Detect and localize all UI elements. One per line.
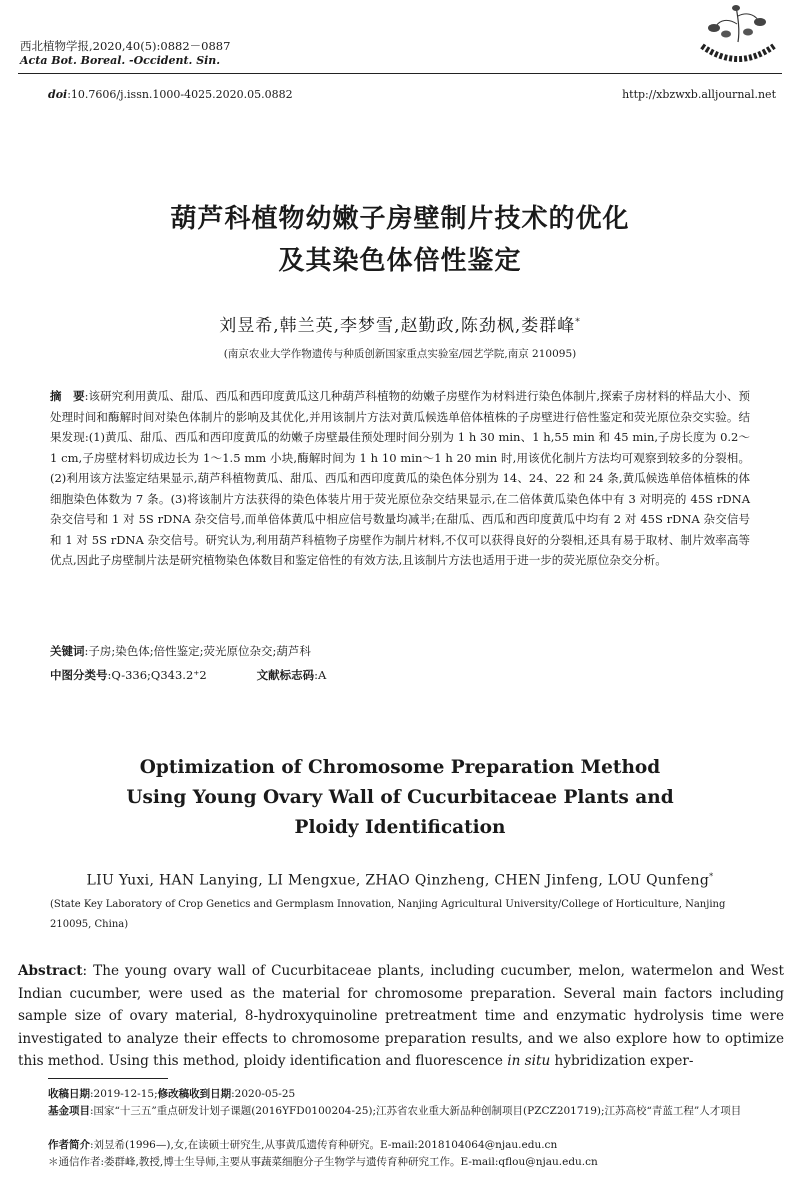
clc-value: :Q-336;Q343.2⁺2	[107, 668, 207, 682]
authors-en-names: LIU Yuxi, HAN Lanying, LI Mengxue, ZHAO Qinzheng, CHEN Jinfeng, LOU Qunfeng	[86, 872, 710, 889]
authors-cn	[0, 311, 800, 336]
author-bio-label: 作者简介	[48, 1139, 90, 1151]
abstract-cn	[50, 386, 750, 571]
footnote-author-bio	[48, 1137, 762, 1154]
keywords-cn-text: :子房;染色体;倍性鉴定;荧光原位杂交;葫芦科	[84, 644, 311, 658]
title-cn-line-1: 葫芦科植物幼嫩子房壁制片技术的优化	[170, 204, 630, 234]
footnote-rule	[48, 1078, 168, 1079]
doi-line	[48, 88, 293, 101]
footnote-funding	[48, 1103, 762, 1120]
title-cn-line-2: 及其染色体倍性鉴定	[278, 246, 522, 276]
doi-value: :10.7606/j.issn.1000-4025.2020.05.0882	[67, 88, 293, 101]
revised-date: :2020-05-25	[231, 1088, 296, 1100]
affiliation-cn: (南京农业大学作物遗传与种质创新国家重点实验室/园艺学院,南京 210095)	[223, 348, 577, 360]
abstract-en	[18, 960, 784, 1073]
doi-label: doi	[48, 88, 68, 101]
abstract-en-italic: in situ	[507, 1053, 551, 1069]
classification-line	[50, 667, 326, 683]
journal-url[interactable]: http://xbzwxb.alljournal.net	[622, 88, 776, 101]
received-date: :2019-12-15;	[90, 1088, 158, 1100]
authors-en	[0, 872, 800, 889]
funding-label: 基金项目	[48, 1105, 90, 1117]
doc-code-label: 文献标志码	[256, 668, 315, 682]
header-rule	[18, 73, 782, 74]
title-en-line-1: Optimization of Chromosome Preparation Method	[139, 757, 661, 778]
received-label: 收稿日期	[48, 1088, 90, 1100]
keywords-cn-label: 关键词	[50, 644, 85, 658]
abstract-en-text-1: : The young ovary wall of Cucurbitaceae plants, including cucumber, melon, watermelon and West Indian cucumber, were used as the material for chromosome preparation. Several main factors including sample size of ovary material, 8-hydroxyquinoline pretreatment time and enzymatic hydrolysis time were investigated to analyze their effects to chromosome preparation results, and we also explore how to optimize this method. Using this method, ploidy identification and fluorescence	[18, 963, 784, 1069]
journal-citation-cn: 西北植物学报,2020,40(5):0882－0887	[20, 39, 231, 53]
corresponding-mark-en: *	[709, 872, 714, 881]
doc-code-value: :A	[314, 668, 327, 682]
abstract-cn-text: :该研究利用黄瓜、甜瓜、西瓜和西印度黄瓜这几种葫芦科植物的幼嫩子房壁作为材料进行染色体制片,探索子房材料的样品大小、预处理时间和酶解时间对染色体制片的影响及其优化,并用该制片方法对黄瓜候选单倍体植株的子房壁进行倍性鉴定和荧光原位杂交实验。结果发现:(1)黄瓜、甜瓜、西瓜和西印度黄瓜的幼嫩子房壁最佳预处理时间分别为 1 h 30 min、1 h,55 min 和 45 min,子房长度为 0.2～1 cm,子房壁材料切成边长为 1～1.5 mm 小块,酶解时间为 1 h 10 min～1 h 20 min 时,用该优化制片方法均可观察到较多的分裂相。(2)利用该方法鉴定结果显示,葫芦科植物黄瓜、甜瓜、西瓜和西印度黄瓜的染色体分别为 14、24、22 和 24 条,黄瓜候选单倍体植株的体细胞染色体数为 7 条。(3)将该制片方法获得的染色体装片用于荧光原位杂交结果显示,在二倍体黄瓜染色体中有 3 对明亮的 45S rDNA 杂交信号和 1 对 5S rDNA 杂交信号,而单倍体黄瓜中相应信号数量均减半;在甜瓜、西瓜和西印度黄瓜中均有 2 对 45S rDNA 杂交信号和 1 对 5S rDNA 杂交信号。研究认为,利用葫芦科植物子房壁作为制片材料,不仅可以获得良好的分裂相,还具有易于取材、制片效率高等优点,因此子房壁制片法是研究植物染色体数目和鉴定倍性的有效方法,且该制片方法也适用于进一步的荧光原位杂交分析。	[50, 389, 750, 567]
corresponding-text: ＊通信作者:娄群峰,教授,博士生导师,主要从事蔬菜细胞分子生物学与遗传育种研究工作。E-mail:qflou@njau.edu.cn	[48, 1156, 598, 1168]
authors-cn-names: 刘昱希,韩兰英,李梦雪,赵勤政,陈劲枫,娄群峰	[219, 316, 576, 336]
author-bio-text: :刘昱希(1996—),女,在读硕士研究生,从事黄瓜遗传育种研究。E-mail:2018104064@njau.edu.cn	[90, 1139, 558, 1151]
title-en-line-2: Using Young Ovary Wall of Cucurbitaceae Plants and	[126, 787, 674, 808]
footnote-received	[48, 1086, 762, 1103]
journal-logo	[696, 2, 780, 68]
title-en-line-3: Ploidy Identification	[294, 817, 506, 838]
clc-label: 中图分类号	[50, 668, 108, 682]
journal-name-en: Acta Bot. Boreal. -Occident. Sin.	[20, 54, 221, 67]
abstract-cn-label: 摘 要	[50, 389, 85, 403]
keywords-cn	[50, 643, 750, 659]
revised-label: 修改稿收到日期	[157, 1088, 232, 1100]
abstract-en-label: Abstract	[18, 963, 83, 979]
footnote-corresponding	[48, 1154, 762, 1171]
corresponding-mark: *	[575, 317, 581, 328]
funding-text: :国家“十三五”重点研发计划子课题(2016YFD0100204-25);江苏省农业重大新品种创制项目(PZCZ201719);江苏高校“青蓝工程”人才项目	[90, 1105, 742, 1117]
affiliation-en: (State Key Laboratory of Crop Genetics and Germplasm Innovation, Nanjing Agricultural University/College of Horticulture, Nanjing 210095, China)	[50, 899, 726, 930]
abstract-en-text-2: hybridization exper-	[550, 1053, 694, 1069]
